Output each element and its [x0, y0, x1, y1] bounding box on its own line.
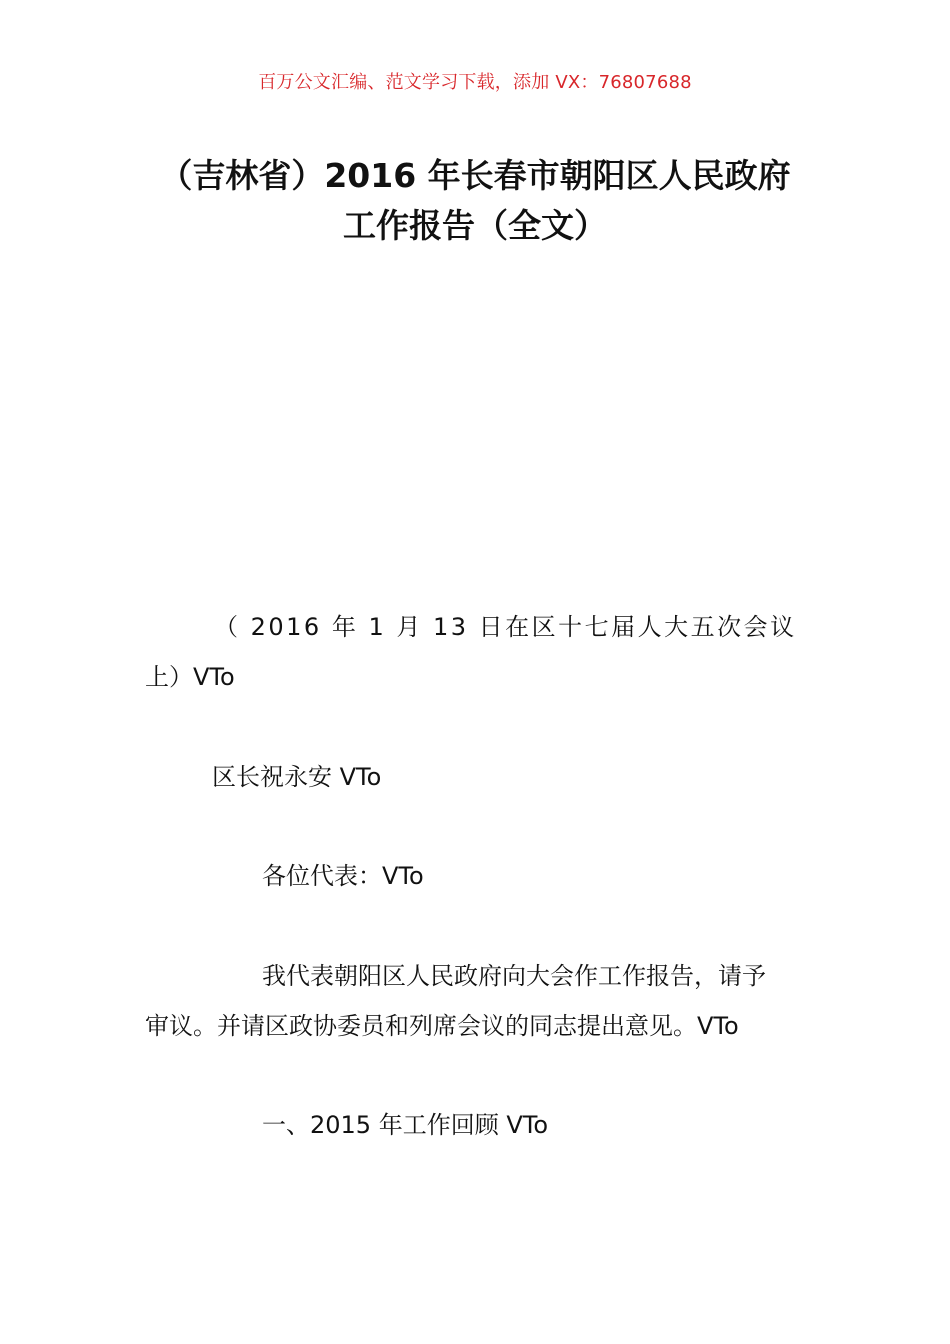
occasion-line-2: 上）VTo [145, 663, 235, 691]
intro-paragraph-line-1: 我代表朝阳区人民政府向大会作工作报告，请予 [262, 962, 766, 990]
document-title-line-1: （吉林省）2016 年长春市朝阳区人民政府 [159, 156, 791, 195]
occasion-line-1: （ 2016 年 1 月 13 日在区十七届人大五次会议 [214, 613, 797, 641]
document-title-line-2: 工作报告（全文） [343, 206, 607, 245]
speaker-line: 区长祝永安 VTo [212, 763, 382, 791]
section-heading-1: 一、2015 年工作回顾 VTo [262, 1111, 549, 1139]
intro-paragraph-line-2: 审议。并请区政协委员和列席会议的同志提出意见。VTo [145, 1012, 739, 1040]
salutation-line: 各位代表：VTo [262, 862, 424, 890]
header-note: 百万公文汇编、范文学习下载，添加 VX：76807688 [258, 72, 692, 93]
